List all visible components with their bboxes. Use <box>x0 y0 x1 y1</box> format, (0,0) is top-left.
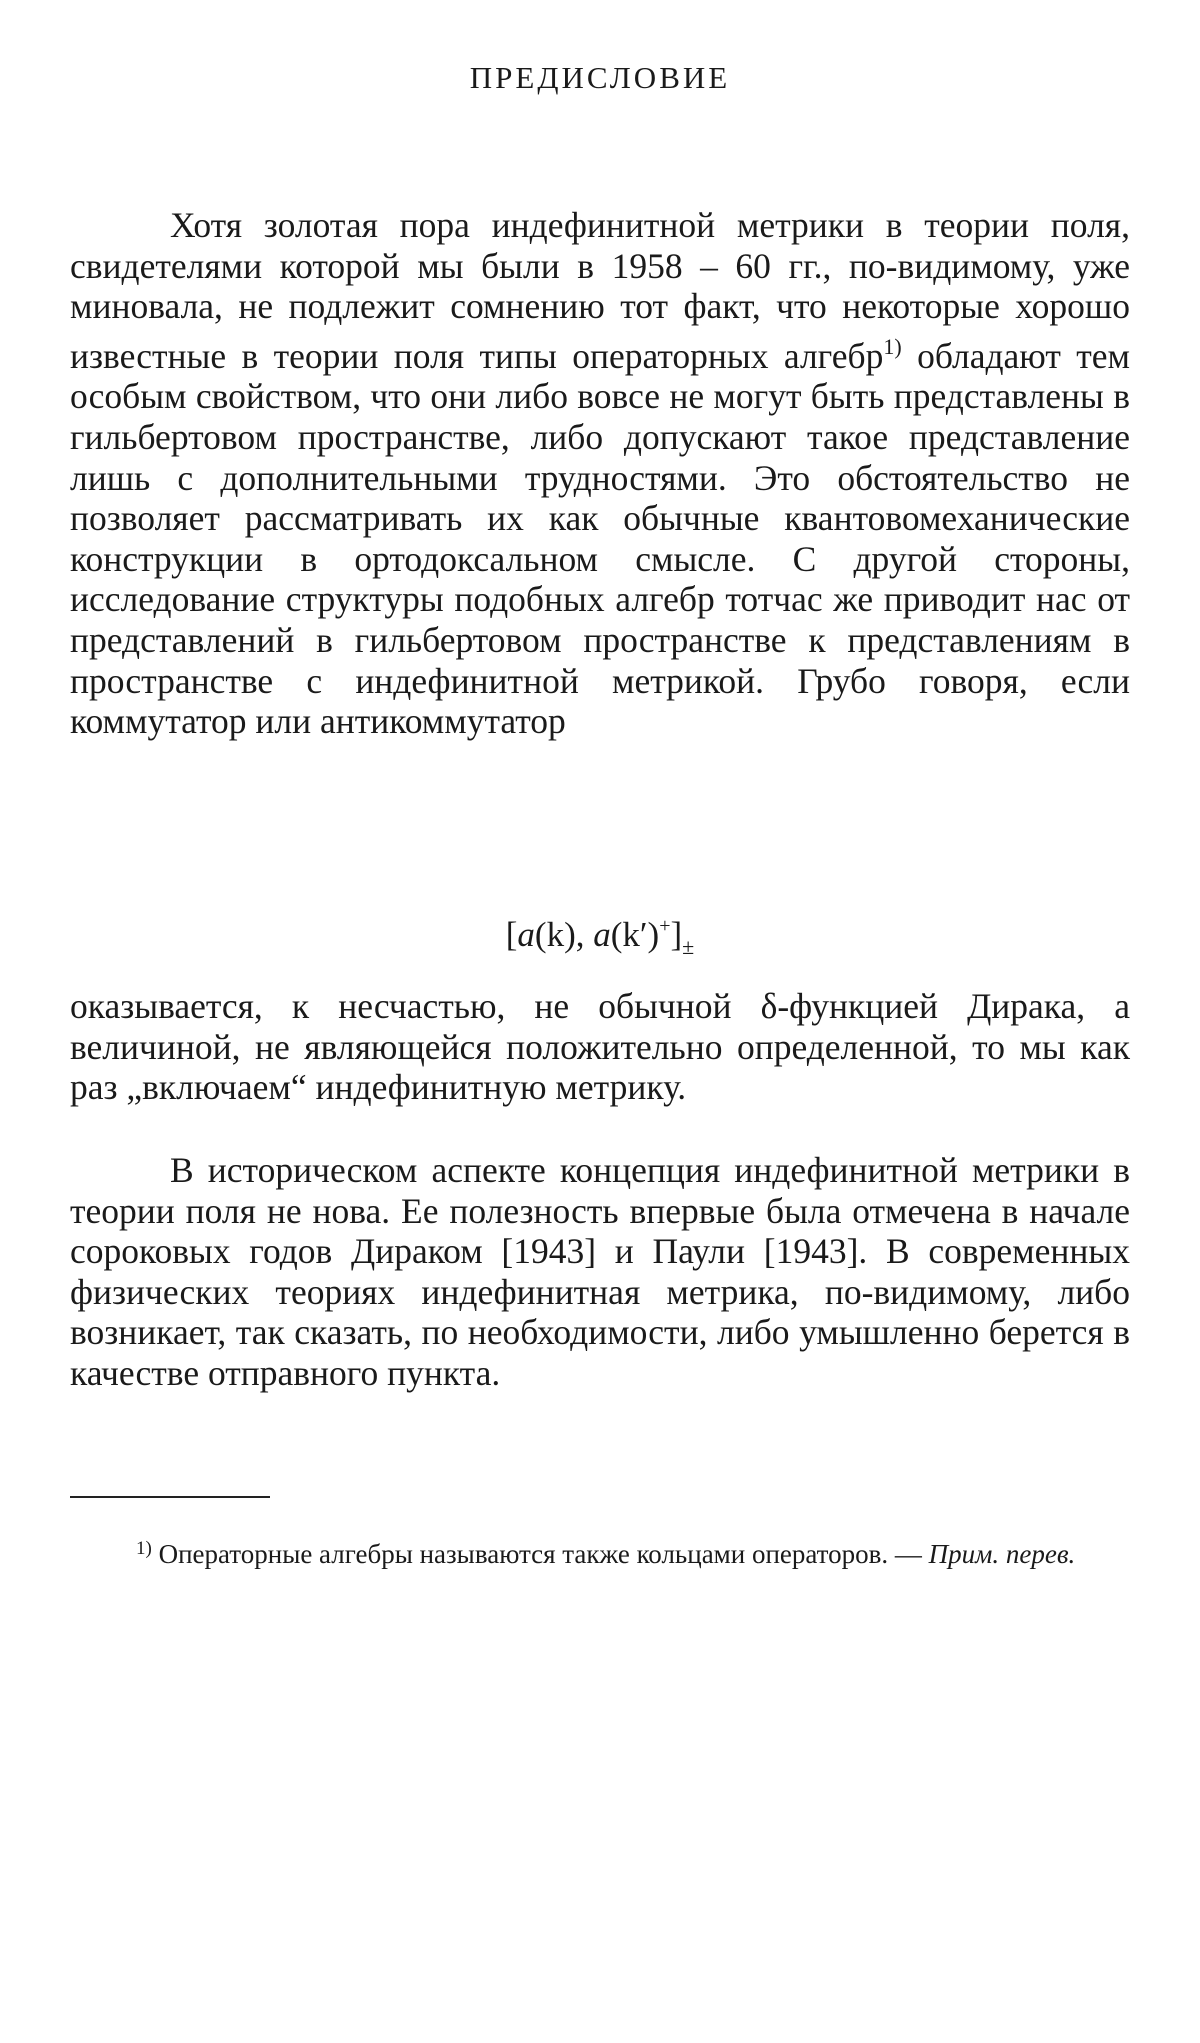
formula-operator-a-adjoint: a <box>593 915 611 954</box>
footnote-text: Операторные алгебры называются также кольцами операторов. — <box>151 1539 929 1569</box>
formula-operator-a: a <box>517 915 535 954</box>
paragraph-1 <box>70 205 1130 742</box>
footnote-mark: 1) <box>136 1538 152 1559</box>
formula-plus-minus-subscript: ± <box>682 934 695 959</box>
footnote-reference[interactable]: 1) <box>883 333 902 359</box>
paragraph-2: оказывается, к несчастью, не обычной δ-функцией Дирака, а величиной, не являющейся положительно определенной, то мы как раз „включаем“ индефинитную метрику. <box>70 986 1130 1108</box>
page-title: ПРЕДИСЛОВИЕ <box>469 60 731 95</box>
formula-open-bracket: [ <box>505 915 518 954</box>
footnote <box>70 1532 1130 1571</box>
paragraph-1-text-a: Хотя золотая пора индефинитной метрики в теории поля, свидетелями которой мы были в 1958 – 60 гг., по-видимому, уже миновала, не подлежит сомнению тот факт, что некоторые хорошо известные в теории поля типы операторных алгебр <box>70 205 1130 376</box>
paragraph-3: В историческом аспекте концепция индефинитной метрики в теории поля не нова. Ее полезность впервые была отмечена в начале сороковых годов Дираком [1943] и Паули [1943]. В современных физических теориях индефинитная метрика, по-видимому, либо возникает, так сказать, по необходимости, либо умышленно берется в качестве отправного пункта. <box>70 1150 1130 1393</box>
formula-close-bracket: ] <box>670 915 683 954</box>
formula-argument-k: (k), <box>534 915 594 954</box>
commutator-formula <box>70 915 1130 960</box>
paragraph-1-text-b: обладают тем особым свойством, что они либо вовсе не могут быть представлены в гильбертовом пространстве, либо допускают такое представление лишь с дополнительными трудностями. Это обстоятельство не позволяет рассматривать их как обычные квантовомеханические конструкции в ортодоксальном смысле. С другой стороны, исследование структуры подобных алгебр тотчас же приводит нас от представлений в гильбертовом пространстве к представлениям в пространстве с индефинитной метрикой. Грубо говоря, если коммутатор или антикоммутатор <box>70 335 1130 742</box>
formula-argument-k-prime: (k′) <box>610 915 660 954</box>
translator-note: Прим. перев. <box>928 1539 1076 1569</box>
footnote-divider <box>70 1496 270 1498</box>
formula-dagger: + <box>659 915 671 937</box>
